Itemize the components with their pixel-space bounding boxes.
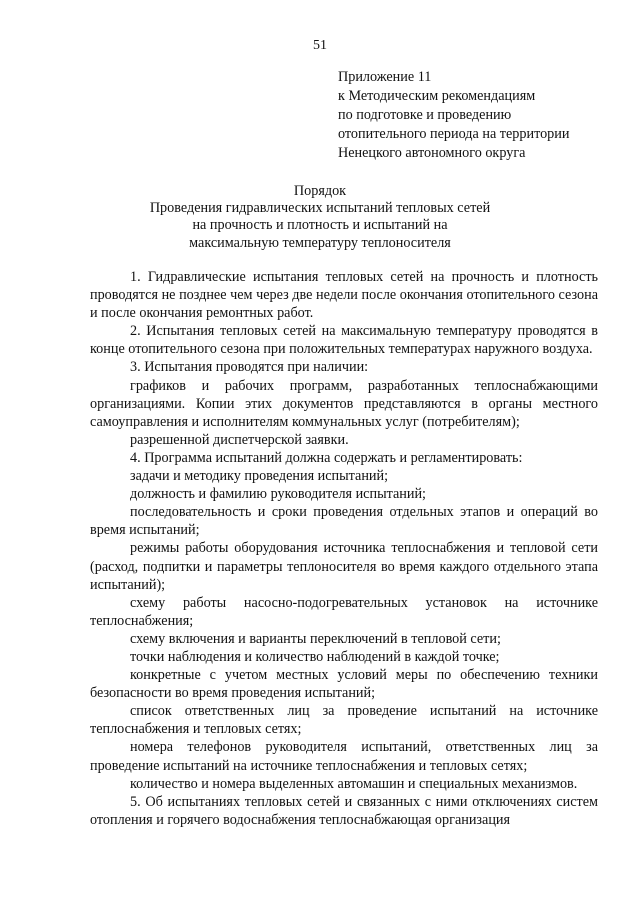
appendix-line: Приложение 11 (338, 69, 432, 85)
paragraph: количество и номера выделенных автомашин и специальных механизмов. (130, 775, 578, 792)
paragraph: 1. Гидравлические испытания тепловых сетей на прочность и плотность проводятся не позднее чем через две недели после окончания отопительного сезона и после окончания ремонтных работ. (90, 269, 598, 322)
paragraph: 4. Программа испытаний должна содержать и регламентировать: (130, 449, 523, 466)
appendix-line: по подготовке и проведению (338, 107, 512, 123)
paragraph: схему включения и варианты переключений в тепловой сети; (130, 630, 501, 647)
paragraph: схему работы насосно-подогревательных установок на источнике теплоснабжения; (90, 594, 598, 629)
paragraph: конкретные с учетом местных условий меры по обеспечению техники безопасности во время проведения испытаний; (90, 667, 598, 702)
paragraph: разрешенной диспетчерской заявки. (130, 431, 349, 448)
appendix-header (338, 68, 569, 163)
title-line: максимальную температуру теплоносителя (189, 234, 451, 251)
page-number: 51 (313, 38, 327, 53)
paragraph: задачи и методику проведения испытаний; (130, 468, 389, 485)
paragraph: 5. Об испытаниях тепловых сетей и связанных с ними отключениях систем отопления и горячего водоснабжения теплоснабжающая организация (90, 793, 598, 828)
title-line: Проведения гидравлических испытаний тепловых сетей (149, 200, 491, 217)
paragraph: графиков и рабочих программ, разработанных теплоснабжающими организациями. Копии этих документов представляются в органы местного самоуправления и исполнителям коммунальных услуг (потребителям); (90, 377, 598, 430)
title-line: Порядок (293, 183, 347, 199)
paragraph: режимы работы оборудования источника теплоснабжения и тепловой сети (расход, подпитки и параметры теплоносителя во время каждого отдельного этапа испытаний); (90, 540, 598, 593)
document-title (0, 183, 640, 252)
title-line: на прочность и плотность и испытаний на (192, 217, 448, 234)
appendix-line: к Методическим рекомендациям (338, 88, 536, 104)
paragraph: 2. Испытания тепловых сетей на максимальную температуру проводятся в конце отопительного сезона при положительных температурах наружного воздуха. (90, 323, 598, 358)
appendix-line: Ненецкого автономного округа (338, 145, 526, 161)
paragraph: должность и фамилию руководителя испытаний; (130, 486, 426, 503)
paragraph: 3. Испытания проводятся при наличии: (130, 359, 369, 376)
paragraph: номера телефонов руководителя испытаний, ответственных лиц за проведение испытаний на источнике теплоснабжения и тепловых сетях; (90, 739, 598, 774)
paragraph: точки наблюдения и количество наблюдений в каждой точке; (130, 648, 500, 665)
paragraph: последовательность и сроки проведения отдельных этапов и операций во время испытаний; (90, 504, 598, 539)
paragraph: список ответственных лиц за проведение испытаний на источнике теплоснабжения и тепловых сетях; (90, 703, 598, 738)
appendix-line: отопительного периода на территории (338, 126, 570, 142)
document-body (90, 268, 598, 829)
